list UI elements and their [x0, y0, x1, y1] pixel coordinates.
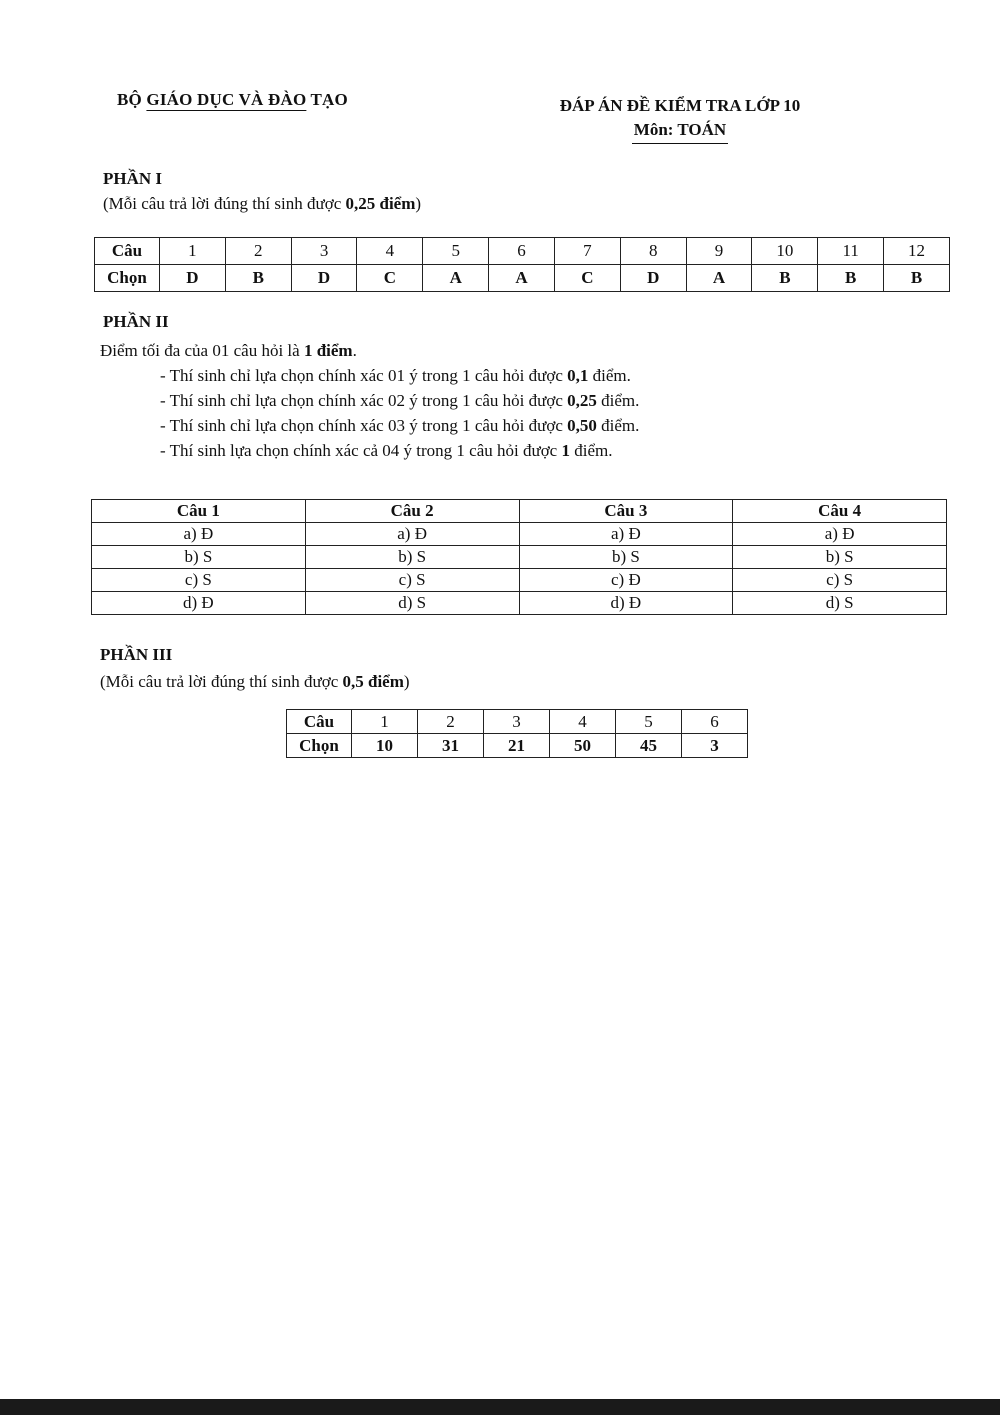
rule-text: - Thí sinh chỉ lựa chọn chính xác 01 ý trong 1 câu hỏi được	[160, 366, 568, 385]
table-cell: c) Đ	[519, 569, 733, 592]
part2-column-1: Câu 1	[92, 500, 306, 523]
part1-question-label: Câu	[95, 238, 160, 265]
part1-question-3: 3	[291, 238, 357, 265]
part1-note	[103, 194, 421, 214]
table-cell: a) Đ	[519, 523, 733, 546]
table-row	[92, 592, 947, 615]
part3-answer-label: Chọn	[287, 734, 352, 758]
rule-unit: điểm.	[588, 366, 631, 385]
part3-question-4: 4	[550, 710, 616, 734]
part3-question-label: Câu	[287, 710, 352, 734]
part3-answer-4: 50	[550, 734, 616, 758]
part2-heading: PHẦN II	[103, 312, 169, 331]
part1-question-12: 12	[884, 238, 950, 265]
table-cell: c) S	[733, 569, 947, 592]
table-cell: d) S	[733, 592, 947, 615]
rule-text: - Thí sinh chỉ lựa chọn chính xác 03 ý trong 1 câu hỏi được	[160, 416, 568, 435]
part2-intro-pre: Điểm tối đa của 01 câu hỏi là	[100, 341, 304, 360]
ministry-name	[117, 90, 348, 110]
rule-unit: điểm.	[596, 416, 640, 435]
part2-scoring-rules	[100, 338, 639, 463]
part3-question-row	[287, 710, 748, 734]
rule-points: 0,1	[567, 366, 589, 385]
table-cell: a) Đ	[305, 523, 519, 546]
part3-answer-5: 45	[616, 734, 682, 758]
subject-label: Môn: TOÁN	[632, 118, 728, 144]
part1-answer-table	[94, 237, 950, 292]
part3-question-2: 2	[418, 710, 484, 734]
part1-question-8: 8	[620, 238, 686, 265]
part2-intro-bold: 1 điểm	[303, 341, 353, 360]
rule-text: - Thí sinh lựa chọn chính xác cả 04 ý trong 1 câu hỏi được	[160, 441, 562, 460]
part1-question-2: 2	[225, 238, 291, 265]
part2-rule-1	[100, 363, 639, 388]
rule-unit: điểm.	[596, 391, 640, 410]
table-cell: d) S	[305, 592, 519, 615]
ministry-name-part3: TẠO	[306, 90, 348, 109]
part2-column-4: Câu 4	[733, 500, 947, 523]
scan-bottom-edge	[0, 1399, 1000, 1415]
part3-answer-row	[287, 734, 748, 758]
part2-answer-table	[91, 499, 947, 615]
table-row	[92, 546, 947, 569]
part2-intro	[100, 338, 639, 363]
part1-answer-1: D	[160, 265, 226, 292]
part3-question-5: 5	[616, 710, 682, 734]
part1-question-9: 9	[686, 238, 752, 265]
part1-question-5: 5	[423, 238, 489, 265]
rule-unit: điểm.	[569, 441, 613, 460]
part3-answer-table	[286, 709, 748, 758]
part3-question-3: 3	[484, 710, 550, 734]
part1-answer-12: B	[884, 265, 950, 292]
part1-answer-4: C	[357, 265, 423, 292]
part2-header-row	[92, 500, 947, 523]
table-cell: b) S	[733, 546, 947, 569]
part1-note-bold: 0,25 điểm	[345, 194, 416, 213]
part1-note-pre: (Mỗi câu trả lời đúng thí sinh được	[103, 194, 346, 213]
table-row	[92, 523, 947, 546]
part1-answer-6: A	[489, 265, 555, 292]
part1-answer-label: Chọn	[95, 265, 160, 292]
ministry-name-part1: BỘ	[117, 90, 147, 109]
part1-answer-9: A	[686, 265, 752, 292]
table-row	[92, 569, 947, 592]
part2-rule-2	[100, 388, 639, 413]
part3-note	[100, 672, 410, 692]
part2-intro-post: .	[352, 341, 357, 360]
rule-points: 0,50	[567, 416, 597, 435]
part1-question-10: 10	[752, 238, 818, 265]
part1-question-7: 7	[554, 238, 620, 265]
table-cell: b) S	[305, 546, 519, 569]
part1-question-11: 11	[818, 238, 884, 265]
part3-answer-6: 3	[682, 734, 748, 758]
part3-answer-2: 31	[418, 734, 484, 758]
part1-answer-10: B	[752, 265, 818, 292]
part2-rule-4	[100, 438, 639, 463]
part3-note-bold: 0,5 điểm	[342, 672, 404, 691]
table-cell: a) Đ	[92, 523, 306, 546]
part3-note-post: )	[403, 672, 410, 691]
part1-answer-11: B	[818, 265, 884, 292]
part1-question-row	[95, 238, 950, 265]
part3-heading: PHẦN III	[100, 645, 173, 664]
part1-answer-2: B	[225, 265, 291, 292]
part1-answer-7: C	[554, 265, 620, 292]
rule-points: 0,25	[567, 391, 597, 410]
rule-text: - Thí sinh chỉ lựa chọn chính xác 02 ý trong 1 câu hỏi được	[160, 391, 568, 410]
table-cell: c) S	[92, 569, 306, 592]
part1-answer-5: A	[423, 265, 489, 292]
document-title: ĐÁP ÁN ĐỀ KIỂM TRA LỚP 10	[559, 96, 801, 115]
part1-answer-row	[95, 265, 950, 292]
rule-points: 1	[561, 441, 570, 460]
part1-question-6: 6	[489, 238, 555, 265]
part2-column-2: Câu 2	[305, 500, 519, 523]
table-cell: b) S	[519, 546, 733, 569]
part2-column-3: Câu 3	[519, 500, 733, 523]
ministry-name-part2: GIÁO DỤC VÀ ĐÀO	[146, 90, 307, 109]
part3-answer-1: 10	[352, 734, 418, 758]
table-cell: b) S	[92, 546, 306, 569]
part3-answer-3: 21	[484, 734, 550, 758]
part1-question-4: 4	[357, 238, 423, 265]
table-cell: a) Đ	[733, 523, 947, 546]
table-cell: c) S	[305, 569, 519, 592]
part2-rule-3	[100, 413, 639, 438]
part3-question-1: 1	[352, 710, 418, 734]
part1-question-1: 1	[160, 238, 226, 265]
part1-note-post: )	[415, 194, 422, 213]
part1-answer-3: D	[291, 265, 357, 292]
table-cell: d) Đ	[92, 592, 306, 615]
part1-answer-8: D	[620, 265, 686, 292]
table-cell: d) Đ	[519, 592, 733, 615]
part3-question-6: 6	[682, 710, 748, 734]
part1-heading: PHẦN I	[103, 169, 163, 188]
part3-note-pre: (Mỗi câu trả lời đúng thí sinh được	[100, 672, 343, 691]
document-title-block	[520, 94, 840, 144]
